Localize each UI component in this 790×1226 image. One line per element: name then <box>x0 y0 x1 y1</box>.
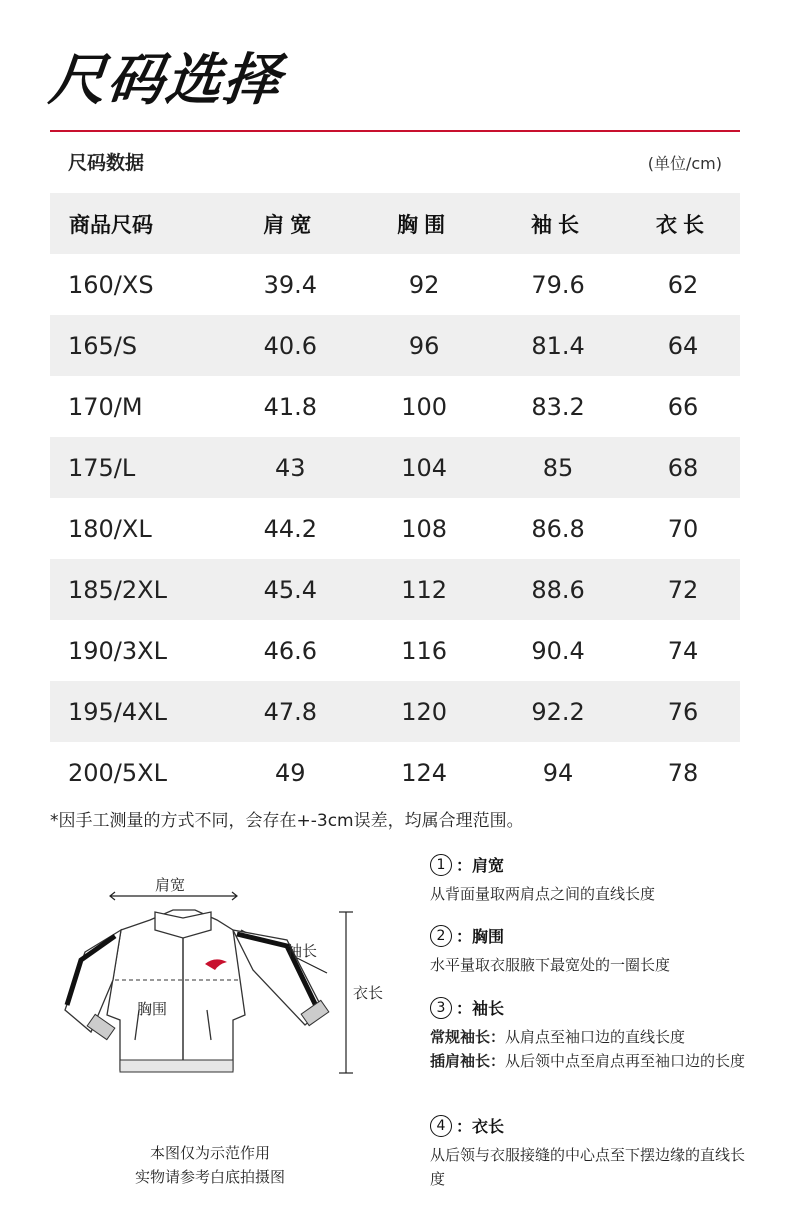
table-cell: 74 <box>667 636 699 665</box>
table-cell: 104 <box>401 453 448 482</box>
table-row <box>50 315 740 376</box>
legend-item <box>430 1025 750 1049</box>
table-cell: 92 <box>408 270 440 299</box>
table-cell: 72 <box>667 575 699 604</box>
table-row <box>50 437 740 498</box>
table-row <box>50 254 740 315</box>
table-cell: 180/XL <box>68 514 152 543</box>
size-table <box>50 193 740 803</box>
legend-chest <box>430 924 750 977</box>
legend-title: ：衣长 <box>456 1117 505 1136</box>
legend-desc: 水平量取衣服腋下最宽处的一圈长度 <box>430 956 671 974</box>
jacket-diagram-icon <box>55 860 395 1100</box>
legend-title: ：胸围 <box>456 927 505 946</box>
legend-item-key: 插肩袖长： <box>430 1052 506 1070</box>
legend-item-value: 从肩点至袖口边的直线长度 <box>505 1028 686 1046</box>
table-cell: 39.4 <box>263 270 317 299</box>
table-cell: 112 <box>401 575 448 604</box>
table-row <box>50 681 740 742</box>
legend-desc: 从后领与衣服接缝的中心点至下摆边缘的直线长度 <box>430 1146 746 1188</box>
table-row <box>50 498 740 559</box>
table-cell: 62 <box>667 270 699 299</box>
table-cell: 40.6 <box>263 331 317 360</box>
diagram-caption-1: 本图仅为示范作用 <box>149 1144 270 1162</box>
table-cell: 108 <box>401 514 448 543</box>
header-shoulder: 肩宽 <box>263 212 318 237</box>
table-cell: 92.2 <box>531 697 585 726</box>
table-cell: 79.6 <box>531 270 585 299</box>
table-cell: 124 <box>401 758 448 787</box>
table-cell: 100 <box>401 392 448 421</box>
table-row <box>50 559 740 620</box>
legend-item-value: 从后领中点至肩点再至袖口边的长度 <box>505 1052 746 1070</box>
diagram-label-shoulder: 肩宽 <box>155 876 186 894</box>
table-header-row <box>50 193 740 254</box>
table-cell: 116 <box>401 636 448 665</box>
diagram-caption-2: 实物请参考白底拍摄图 <box>134 1168 285 1186</box>
table-cell: 88.6 <box>531 575 585 604</box>
table-cell: 49 <box>275 758 306 787</box>
table-cell: 81.4 <box>531 331 585 360</box>
section-label: 尺码数据 <box>68 152 145 174</box>
legend-item <box>430 1049 750 1073</box>
legend-item-key: 常规袖长： <box>430 1028 506 1046</box>
legend-sleeve <box>430 996 750 1073</box>
table-cell: 185/2XL <box>68 575 167 604</box>
diagram-label-sleeve: 袖长 <box>287 942 318 960</box>
legend-title: ：袖长 <box>456 999 505 1018</box>
table-cell: 41.8 <box>263 392 317 421</box>
table-cell: 83.2 <box>531 392 585 421</box>
table-cell: 160/XS <box>68 270 154 299</box>
table-cell: 170/M <box>68 392 143 421</box>
table-row <box>50 742 740 803</box>
table-cell: 200/5XL <box>68 758 167 787</box>
table-row <box>50 376 740 437</box>
number-circle-icon: 4 <box>430 1115 452 1137</box>
table-cell: 66 <box>667 392 699 421</box>
table-cell: 78 <box>667 758 699 787</box>
table-cell: 45.4 <box>263 575 317 604</box>
diagram-label-chest: 胸围 <box>137 1000 168 1018</box>
number-circle-icon: 3 <box>430 997 452 1019</box>
table-cell: 44.2 <box>263 514 317 543</box>
measurement-note: *因手工测量的方式不同，会存在+-3cm误差，均属合理范围。 <box>50 811 524 831</box>
table-cell: 96 <box>408 331 440 360</box>
number-circle-icon: 1 <box>430 854 452 876</box>
page-title: 尺码选择 <box>46 48 285 113</box>
table-cell: 86.8 <box>531 514 585 543</box>
table-cell: 195/4XL <box>68 697 167 726</box>
legend-desc: 从背面量取两肩点之间的直线长度 <box>430 885 656 903</box>
header-chest: 胸围 <box>397 212 452 237</box>
table-cell: 46.6 <box>263 636 317 665</box>
table-cell: 94 <box>542 758 574 787</box>
table-cell: 70 <box>667 514 699 543</box>
table-cell: 47.8 <box>263 697 317 726</box>
legend-length <box>430 1114 750 1191</box>
header-size: 商品尺码 <box>69 212 153 237</box>
table-cell: 90.4 <box>531 636 585 665</box>
table-cell: 64 <box>667 331 699 360</box>
table-cell: 120 <box>401 697 448 726</box>
diagram-label-length: 衣长 <box>353 984 384 1002</box>
title-divider <box>50 130 740 132</box>
legend-shoulder <box>430 853 750 906</box>
table-cell: 165/S <box>68 331 138 360</box>
header-length: 衣长 <box>656 212 711 237</box>
table-cell: 68 <box>667 453 699 482</box>
unit-label: (单位/cm) <box>647 154 722 173</box>
table-cell: 76 <box>667 697 699 726</box>
number-circle-icon: 2 <box>430 925 452 947</box>
table-cell: 175/L <box>68 453 136 482</box>
table-cell: 190/3XL <box>68 636 167 665</box>
table-row <box>50 620 740 681</box>
legend-title: ：肩宽 <box>456 856 505 875</box>
header-sleeve: 袖长 <box>531 212 586 237</box>
jacket-diagram <box>55 860 395 1100</box>
table-cell: 43 <box>275 453 306 482</box>
table-cell: 85 <box>542 453 574 482</box>
